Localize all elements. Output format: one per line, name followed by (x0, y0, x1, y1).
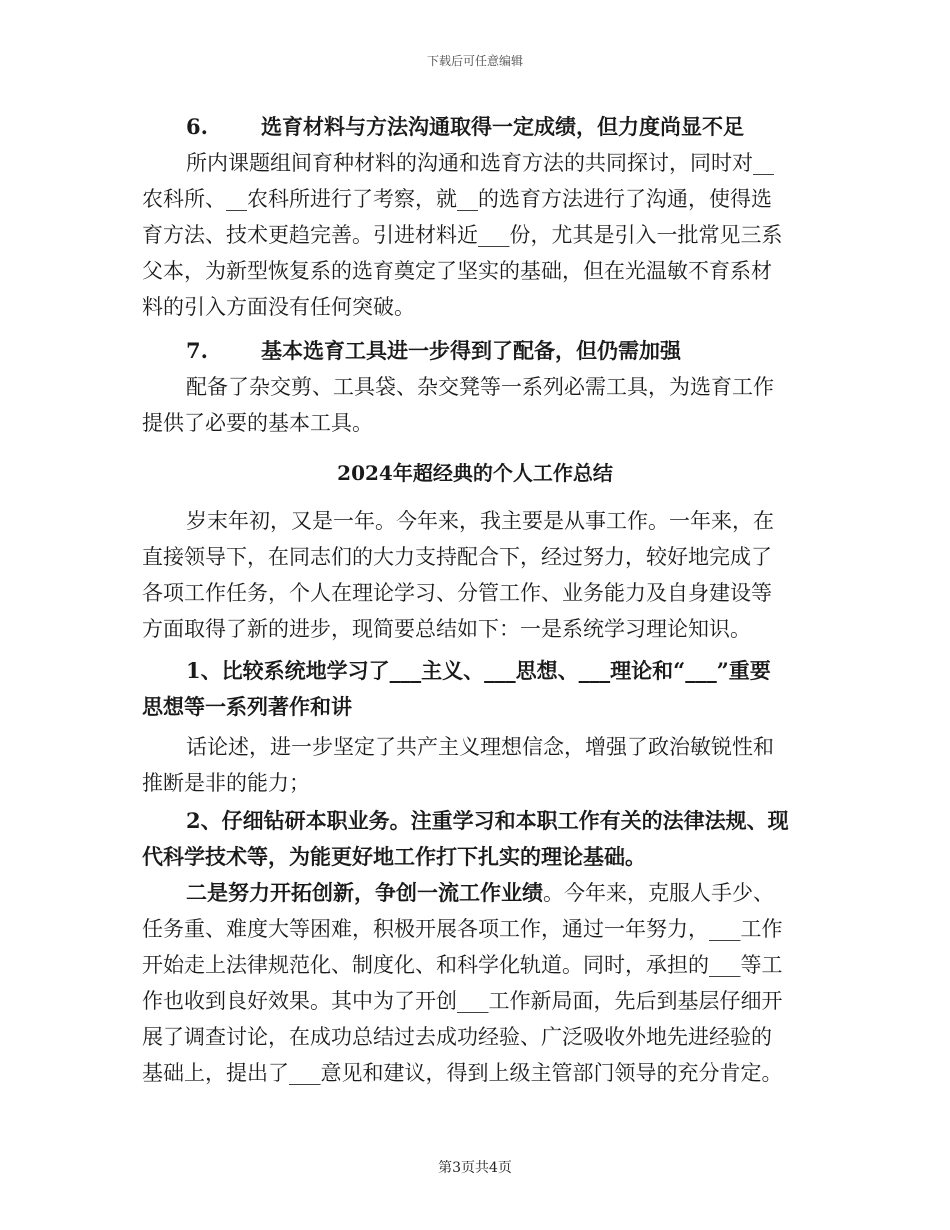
paragraph-line: 作也收到良好效果。其中为了开创___工作新局面，先后到基层仔细开 (142, 989, 783, 1013)
paragraph-line: 农科所、__农科所进行了考察，就__的选育方法进行了沟通，使得选 (142, 187, 772, 211)
heading-7-text: 基本选育工具进一步得到了配备，但仍需加强 (261, 338, 681, 363)
paragraph-line: 提供了必要的基本工具。 (142, 411, 373, 435)
paragraph-line: 推断是非的能力； (142, 771, 310, 795)
paragraph-line: 展了调查讨论，在成功总结过去成功经验、广泛吸收外地先进经验的 (142, 1025, 772, 1049)
paragraph-line: 配备了杂交剪、工具袋、杂交凳等一系列必需工具，为选育工作 (186, 375, 774, 399)
heading-7-number: 7. (186, 338, 208, 363)
paragraph-line: 话论述，进一步坚定了共产主义理想信念，增强了政治敏锐性和 (186, 735, 774, 759)
paragraph-line: 开始走上法律规范化、制度化、和科学化轨道。同时，承担的___等工 (142, 953, 783, 977)
paragraph-line: 直接领导下，在同志们的大力支持配合下，经过努力，较好地完成了 (142, 545, 772, 569)
heading-6-text: 选育材料与方法沟通取得一定成绩，但力度尚显不足 (261, 114, 744, 139)
paragraph-line: 各项工作任务，个人在理论学习、分管工作、业务能力及自身建设等 (142, 581, 772, 605)
paragraph-line: 方面取得了新的进步，现简要总结如下：一是系统学习理论知识。 (142, 617, 751, 641)
page-header: 下载后可任意编辑 (426, 54, 523, 68)
item-2-line: 代科学技术等，为能更好地工作打下扎实的理论基础。 (142, 844, 646, 869)
part-2-first-line (186, 875, 774, 911)
paragraph-line: 任务重、难度大等困难，积极开展各项工作，通过一年努力，___工作 (142, 917, 783, 941)
paragraph-line: 岁末年初，又是一年。今年来，我主要是从事工作。一年来，在 (186, 509, 774, 533)
paragraph-line: 父本，为新型恢复系的选育奠定了坚实的基础，但在光温敏不育系材 (142, 259, 772, 283)
item-1-line: 1、比较系统地学习了___主义、___思想、___理论和“___”重要 (186, 658, 771, 683)
part-2-lead: 。今年来，克服人手少、 (543, 881, 774, 905)
heading-6-number: 6. (186, 114, 208, 139)
heading-7 (186, 333, 681, 369)
paragraph-line: 育方法、技术更趋完善。引进材料近___份，尤其是引入一批常见三系 (142, 223, 783, 247)
paragraph-line: 所内课题组间育种材料的沟通和选育方法的共同探讨，同时对__ (186, 151, 774, 175)
paragraph-line: 料的引入方面没有任何突破。 (142, 295, 415, 319)
part-2-heading: 二是努力开拓创新，争创一流工作业绩 (186, 880, 543, 905)
document-title: 2024年超经典的个人工作总结 (337, 461, 613, 485)
heading-6 (186, 109, 744, 145)
paragraph-line: 基础上，提出了___意见和建议，得到上级主管部门领导的充分肯定。 (142, 1061, 783, 1085)
item-1-line: 思想等一系列著作和讲 (142, 694, 352, 719)
page-footer: 第3页共4页 (438, 1160, 512, 1176)
item-2-line: 2、仔细钻研本职业务。注重学习和本职工作有关的法律法规、现 (186, 808, 789, 833)
